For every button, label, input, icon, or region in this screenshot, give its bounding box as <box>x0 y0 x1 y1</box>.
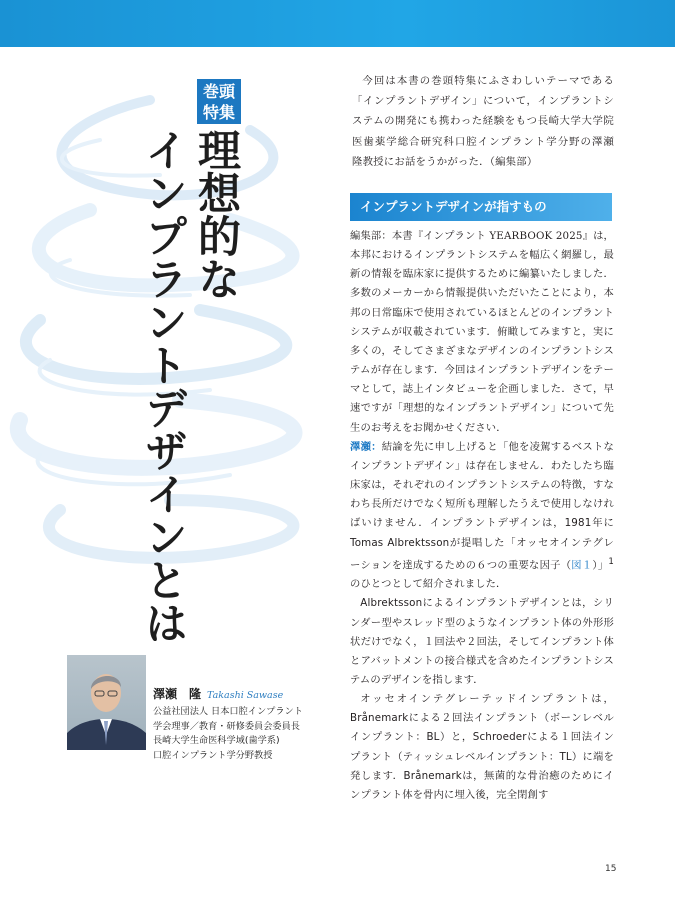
article-body <box>350 227 614 805</box>
affiliation-line: 長崎大学生命医科学域(歯学系) <box>153 735 280 746</box>
paragraph-editor-question: 編集部：本書『インプラント YEARBOOK 2025』は，本邦におけるインプラントシステムを幅広く網羅し，最新の情報を臨床家に提供するために編纂いたしました．多数のメーカーから情報提供いただいたことにより，本邦の日常臨床で使用されているほとんどのインプラントシステムが収載されています．俯瞰してみますと，実に多くの，そしてさまざまなデザインのインプラントシステムが存在します．今回はインプラントデザインをテーマとして，誌上インタビューを企画しました．さて，早速ですが「理想的なインプラントデザイン」について先生のお考えをお聞かせください． <box>350 230 614 434</box>
author-affiliation <box>153 705 343 763</box>
paragraph-answer-3: オッセオインテグレーテッドインプラントは，Brånemarkによる２回法インプラント（ボーンレベルインプラント：BL）と，Schroederによる１回法インプラント（ティッシュレベルインプラント：TL）に端を発します．Brånemarkは，無菌的な骨治癒のためにインプラント体を骨内に埋入後，完全閉創す <box>350 693 614 801</box>
author-name-line <box>153 683 343 702</box>
author-info <box>153 683 343 763</box>
paragraph-answer-2: Albrektssonによるインプラントデザインとは，シリンダー型やスレッド型のようなインプラント体の外形形状だけでなく，１回法や２回法，そしてインプラント体とアバットメントの接合様式を含めたインプラントシステムのデザインを指します． <box>350 597 614 687</box>
author-photo <box>67 655 146 750</box>
answer-text-a: 結論を先に申し上げると「他を凌駕するベストなインプラントデザイン」は存在しません．わたしたち臨床家は，それぞれのインプラントシステムの特徴，すなわち長所だけでなく短所も理解したうえで使用しなければいけません．インプラントデザインは，1981年にTomas Albrektssonが提唱した「オッセオインテグレーションを達成するための６つの重要な因子（ <box>350 440 614 572</box>
section-heading: インプラントデザインが指すもの <box>350 193 612 221</box>
author-name-roman: Takashi Sawase <box>207 690 284 701</box>
feature-tag <box>197 79 241 124</box>
speaker-label: 澤瀬： <box>350 440 382 453</box>
feature-tag-line1: 巻頭 <box>202 81 235 101</box>
citation-marker: 1 <box>608 556 614 567</box>
answer-text-b: ）」 <box>592 559 609 572</box>
article-title-line2: インプラントデザインとは <box>138 128 188 644</box>
feature-tag-line2: 特集 <box>202 102 235 122</box>
page-number: 15 <box>605 864 617 874</box>
figure-reference-link[interactable]: 図１ <box>571 559 593 572</box>
header-bar <box>0 0 675 47</box>
affiliation-line: 口腔インプラント学分野教授 <box>153 749 273 761</box>
answer-text-c: のひとつとして紹介されました． <box>350 578 507 591</box>
affiliation-line: 学会理事／教育・研修委員会委員長 <box>153 720 300 732</box>
author-name: 澤瀬 隆 <box>153 687 202 701</box>
paragraph-answer-1 <box>350 438 614 595</box>
article-title-line1: 理想的な <box>191 128 241 300</box>
affiliation-line: 公益社団法人 日本口腔インプラント <box>153 706 303 717</box>
lead-paragraph: 今回は本書の巻頭特集にふさわしいテーマである「インプラントデザイン」について，インプラントシステムの開発にも携わった経験をもつ長崎大学大学院医歯薬学総合研究科口腔インプラント学分野の澤瀬 隆教授にお話をうかがった．（編集部） <box>352 75 625 168</box>
